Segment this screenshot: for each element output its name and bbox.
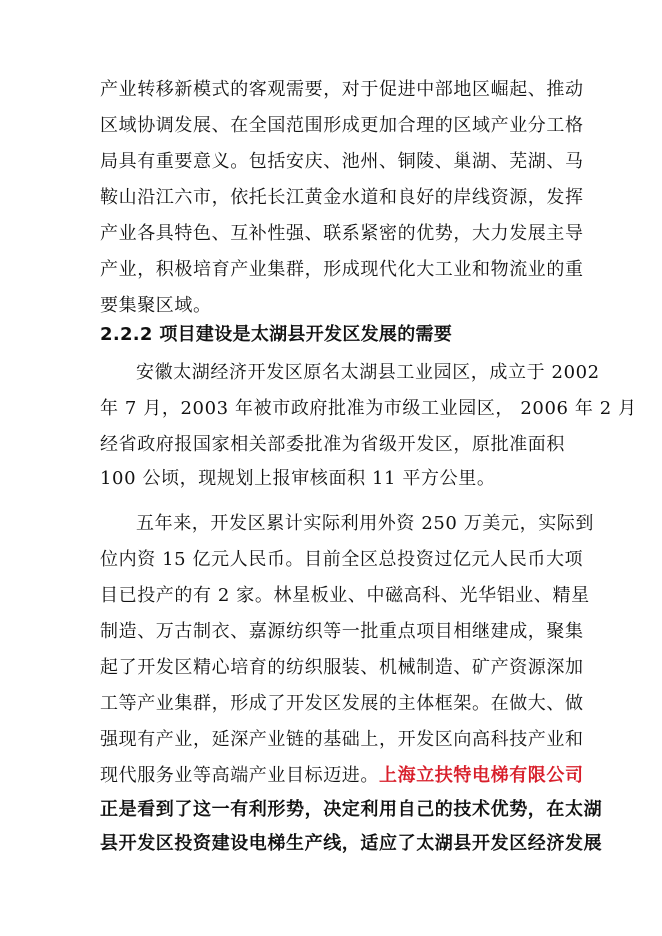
paragraph-line: 位内资 15 亿元人民币。目前全区总投资过亿元人民币大项 [100, 549, 584, 570]
paragraph-text: 现代服务业等高端产业目标迈进。 [100, 765, 379, 786]
paragraph-line: 100 公顷，现规划上报审核面积 11 平方公里。 [100, 468, 496, 489]
section-heading: 2.2.2 项目建设是太湖县开发区发展的需要 [100, 324, 453, 345]
bold-paragraph-line: 正是看到了这一有利形势，决定利用自己的技术优势，在太湖 [100, 799, 603, 820]
paragraph-line: 产业，积极培育产业集群，形成现代化大工业和物流业的重 [100, 259, 584, 280]
paragraph-line: 五年来，开发区累计实际利用外资 250 万美元，实际到 [136, 513, 594, 534]
paragraph-line: 工等产业集群，形成了开发区发展的主体框架。在做大、做 [100, 693, 584, 714]
bold-paragraph-line: 县开发区投资建设电梯生产线，适应了太湖县开发区经济发展 [100, 833, 603, 854]
paragraph-line [100, 765, 584, 787]
paragraph-line: 要集聚区域。 [100, 295, 212, 316]
paragraph-line: 经省政府报国家相关部委批准为省级开发区，原批准面积 [100, 434, 565, 455]
paragraph-line: 强现有产业，延深产业链的基础上，开发区向高科技产业和 [100, 729, 584, 750]
paragraph-line: 产业转移新模式的客观需要，对于促进中部地区崛起、推动 [100, 79, 584, 100]
paragraph-line: 鞍山沿江六市，依托长江黄金水道和良好的岸线资源，发挥 [100, 187, 584, 208]
paragraph-line: 局具有重要意义。包括安庆、池州、铜陵、巢湖、芜湖、马 [100, 151, 584, 172]
paragraph-line: 产业各具特色、互补性强、联系紧密的优势，大力发展主导 [100, 223, 584, 244]
paragraph-line: 目已投产的有 2 家。林星板业、中磁高科、光华铝业、精星 [100, 585, 590, 606]
paragraph-line: 安徽太湖经济开发区原名太湖县工业园区，成立于 2002 [136, 362, 600, 383]
paragraph-line: 区域协调发展、在全国范围形成更加合理的区域产业分工格 [100, 115, 584, 136]
paragraph-line: 起了开发区精心培育的纺织服装、机械制造、矿产资源深加 [100, 657, 584, 678]
company-name-link[interactable]: 上海立扶特电梯有限公司 [379, 765, 584, 786]
paragraph-line: 年 7 月，2003 年被市政府批准为市级工业园区， 2006 年 2 月 [100, 398, 637, 419]
paragraph-line: 制造、万古制衣、嘉源纺织等一批重点项目相继建成，聚集 [100, 621, 584, 642]
